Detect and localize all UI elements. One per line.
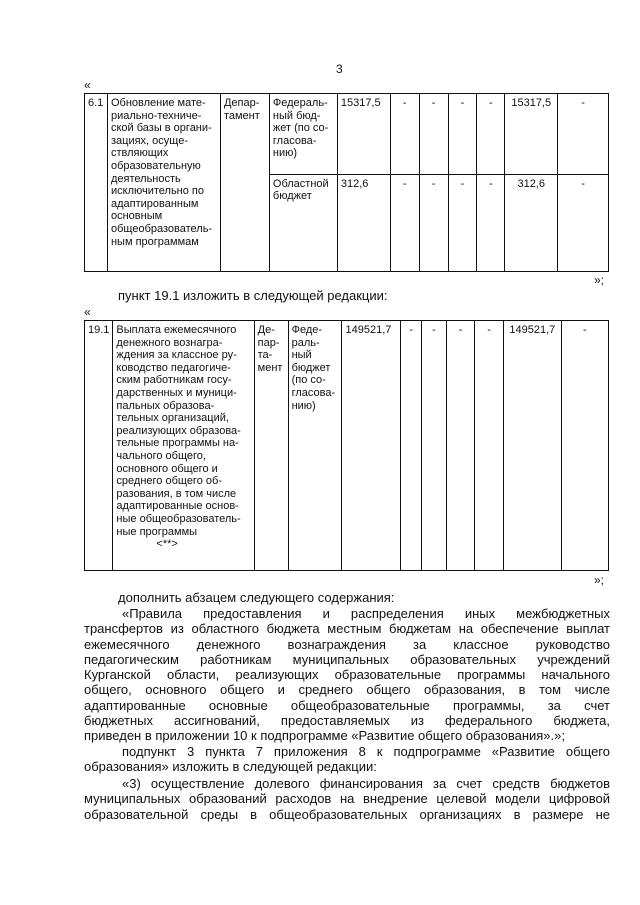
item-executor: Де- пар- та- мент	[254, 321, 288, 571]
amount-cell: -	[446, 321, 475, 571]
item-number: 6.1	[85, 94, 108, 272]
amount-cell: -	[477, 94, 505, 175]
amount-cell: 149521,7	[503, 321, 561, 571]
opening-quote: «	[84, 305, 91, 319]
funding-source: Федераль- ный бюд- жет (по со- гласова- нию)	[269, 94, 337, 175]
paragraph-subpoint-3: подпункт 3 пункта 7 приложения 8 к подпрограмме «Развитие общего образования» изложить в следующей редакции:	[84, 744, 610, 775]
item-executor: Депар- тамент	[220, 94, 269, 272]
amount-cell: -	[561, 321, 608, 571]
amount-cell: -	[419, 94, 448, 175]
amount-cell: -	[419, 174, 448, 271]
amount-total: 15317,5	[337, 94, 390, 175]
paragraph-19-1-intro: пункт 19.1 изложить в следующей редакции:	[118, 288, 388, 303]
amount-cell: -	[475, 321, 504, 571]
amount-cell: -	[401, 321, 422, 571]
table-row	[85, 321, 609, 571]
page-number: 3	[336, 62, 343, 76]
amount-cell: -	[558, 174, 609, 271]
amount-total: 312,6	[337, 174, 390, 271]
table-row	[85, 94, 609, 175]
paragraph-rules: «Правила предоставления и распределения иных межбюджетных трансфертов из областного бюджета местным бюджетам на обеспечение выплат ежемесячного денежного вознаграждения за классное руководство педагогическим работникам муниципальных образовательных учреждений Курганской области, реализующих образовательные программы начального общего, основного общего и среднего общего образования, в том числе адаптированные основные общеобразовательные программы, за счет бюджетных ассигнований, предоставляемых из федерального бюджета, приведен в приложении 10 к подпрограмме «Развитие общего образования».»;	[84, 606, 610, 744]
paragraph-addition-intro: дополнить абзацем следующего содержания:	[118, 590, 395, 605]
item-number: 19.1	[85, 321, 113, 571]
funding-source: Феде- раль- ный бюджет (по со- гласова- нию)	[288, 321, 342, 571]
funding-source: Областной бюджет	[269, 174, 337, 271]
amount-cell: -	[390, 174, 419, 271]
item-name: Выплата ежемесячного денежного вознагра- ждения за классное ру- ководство педагогиче- ским работникам госу- дарственных и муници- пальных образова- тельных организаций, реализующих образова- тельные программы на- чального общего, основного общего и среднего общего об- разования, в том числе адаптированные основ- ные общеобразователь- ные программы <**>	[113, 321, 254, 571]
table-item-19-1	[84, 320, 609, 571]
opening-quote: «	[84, 78, 91, 92]
amount-cell: 312,6	[505, 174, 558, 271]
paragraph-new-text: «3) осуществление долевого финансирования за счет средств бюджетов муниципальных образований расходов на внедрение целевой модели цифровой образовательной среды в общеобразовательных организациях в размере не	[84, 776, 610, 822]
closing-quote: »;	[594, 273, 605, 287]
amount-cell: -	[558, 94, 609, 175]
closing-quote: »;	[594, 573, 605, 587]
amount-cell: -	[448, 94, 477, 175]
item-name: Обновление мате- риально-техниче- ской базы в органи- зациях, осуще- ствляющих образовательную деятельность исключительно по адаптированным основным общеобразователь- ным программам	[107, 94, 220, 272]
amount-cell: -	[390, 94, 419, 175]
amount-cell: 15317,5	[505, 94, 558, 175]
amount-cell: -	[448, 174, 477, 271]
amount-cell: -	[422, 321, 447, 571]
table-item-6-1	[84, 93, 609, 272]
amount-total: 149521,7	[342, 321, 401, 571]
amount-cell: -	[477, 174, 505, 271]
